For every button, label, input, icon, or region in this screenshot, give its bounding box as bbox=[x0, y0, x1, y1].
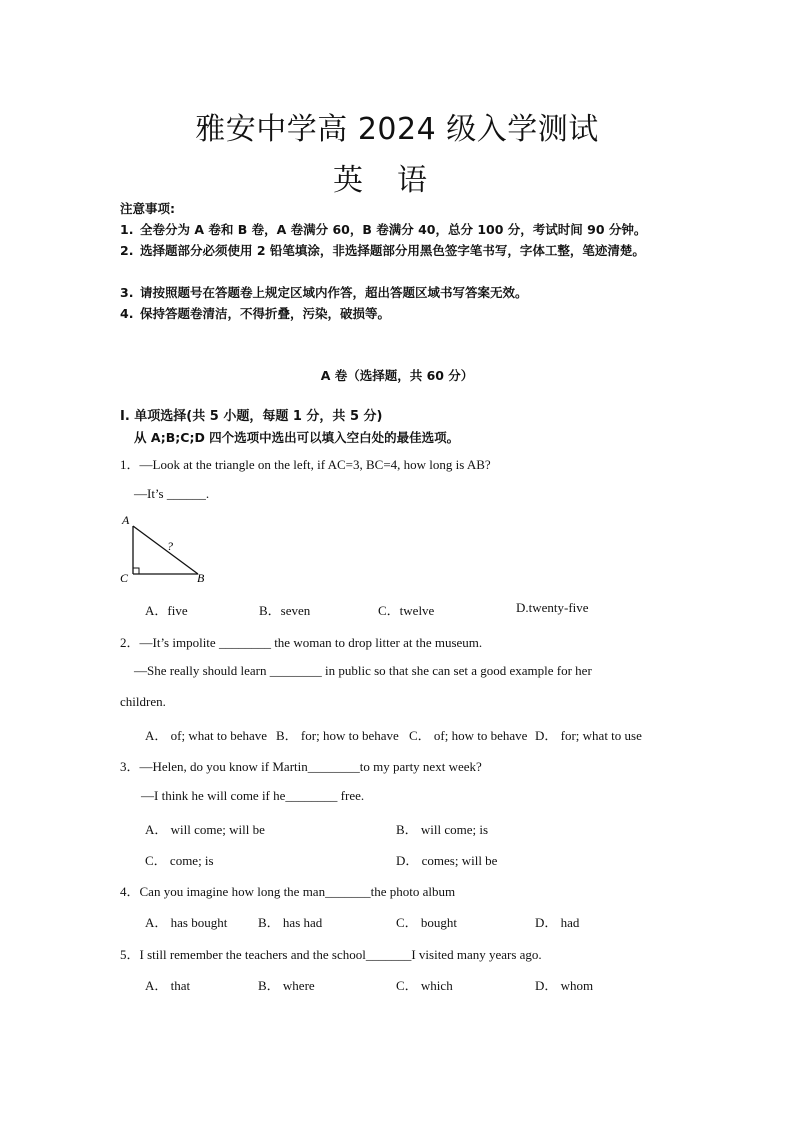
section-title: A 卷（选择题，共 60 分） bbox=[320, 368, 474, 383]
question-4-option-a[interactable]: A． has bought bbox=[145, 915, 228, 930]
question-4-stem: 4．Can you imagine how long the man_______the photo album bbox=[120, 884, 456, 899]
vertex-c-label: C bbox=[120, 571, 129, 585]
question-2-option-d[interactable]: D． for; what to use bbox=[535, 728, 642, 743]
notice-number: 1. bbox=[120, 222, 134, 237]
question-2-line-2: —She really should learn ________ in public so that she can set a good example for her bbox=[134, 663, 592, 678]
question-1-option-d[interactable]: D.twenty-five bbox=[516, 600, 589, 615]
notice-item-4 bbox=[120, 303, 680, 324]
vertex-b-label: B bbox=[197, 571, 205, 585]
exam-title: 雅安中学高 2024 级入学测试 bbox=[195, 112, 599, 147]
question-3-option-b[interactable]: B． will come; is bbox=[396, 822, 489, 837]
question-4-option-c[interactable]: C． bought bbox=[396, 915, 458, 930]
right-angle-mark bbox=[133, 568, 139, 574]
question-1-option-b[interactable]: B．seven bbox=[259, 603, 311, 618]
notice-number: 4. bbox=[120, 306, 134, 321]
question-2-line-3: children. bbox=[120, 694, 166, 709]
question-5-option-d[interactable]: D． whom bbox=[535, 978, 594, 993]
question-4-option-b[interactable]: B． has had bbox=[258, 915, 323, 930]
vertex-a-label: A bbox=[122, 513, 130, 527]
question-2-option-a[interactable]: A． of; what to behave bbox=[145, 728, 268, 743]
question-3-option-a[interactable]: A． will come; will be bbox=[145, 822, 265, 837]
notice-heading: 注意事项: bbox=[120, 201, 175, 216]
question-2-option-b[interactable]: B． for; how to behave bbox=[276, 728, 399, 743]
question-1-option-a[interactable]: A．five bbox=[145, 603, 188, 618]
unknown-side-label: ? bbox=[167, 539, 173, 553]
exam-subject: 英语 bbox=[333, 163, 461, 198]
question-1-stem: 1．—Look at the triangle on the left, if AC=3, BC=4, how long is AB? bbox=[120, 457, 491, 472]
notice-number: 2. bbox=[120, 243, 134, 258]
notice-text: 请按照题号在答题卷上规定区域内作答，超出答题区域书写答案无效。 bbox=[140, 285, 528, 300]
question-2-option-c[interactable]: C． of; how to behave bbox=[409, 728, 528, 743]
question-5-stem: 5．I still remember the teachers and the school_______I visited many years ago. bbox=[120, 947, 542, 962]
triangle-figure bbox=[118, 512, 210, 586]
part-title: Ⅰ. 单项选择(共 5 小题，每题 1 分，共 5 分) bbox=[120, 409, 383, 424]
question-4-option-d[interactable]: D． had bbox=[535, 915, 580, 930]
notice-item-1 bbox=[120, 219, 680, 240]
notice-text: 全卷分为 A 卷和 B 卷，A 卷满分 60，B 卷满分 40，总分 100 分，考试时间 90 分钟。 bbox=[140, 222, 647, 237]
notice-text: 选择题部分必须使用 2 铅笔填涂，非选择题部分用黑色签字笔书写，字体工整，笔迹清楚。 bbox=[140, 243, 645, 258]
question-5-option-a[interactable]: A． that bbox=[145, 978, 191, 993]
part-instruction: 从 A;B;C;D 四个选项中选出可以填入空白处的最佳选项。 bbox=[134, 430, 460, 445]
question-3-line-2: —I think he will come if he________ free. bbox=[141, 788, 365, 803]
question-1-answer-line: —It’s ______. bbox=[134, 486, 210, 501]
question-2-stem: 2．—It’s impolite ________ the woman to drop litter at the museum. bbox=[120, 635, 483, 650]
question-3-option-d[interactable]: D． comes; will be bbox=[396, 853, 498, 868]
notice-item-3 bbox=[120, 282, 680, 303]
question-1-option-c[interactable]: C．twelve bbox=[378, 603, 435, 618]
question-5-option-b[interactable]: B． where bbox=[258, 978, 315, 993]
question-3-stem: 3．—Helen, do you know if Martin________to my party next week? bbox=[120, 759, 482, 774]
notice-number: 3. bbox=[120, 285, 134, 300]
side-ab bbox=[133, 526, 198, 574]
question-5-option-c[interactable]: C． which bbox=[396, 978, 453, 993]
question-3-option-c[interactable]: C． come; is bbox=[145, 853, 214, 868]
notice-item-2 bbox=[120, 240, 680, 261]
notice-text: 保持答题卷清洁，不得折叠，污染，破损等。 bbox=[140, 306, 391, 321]
